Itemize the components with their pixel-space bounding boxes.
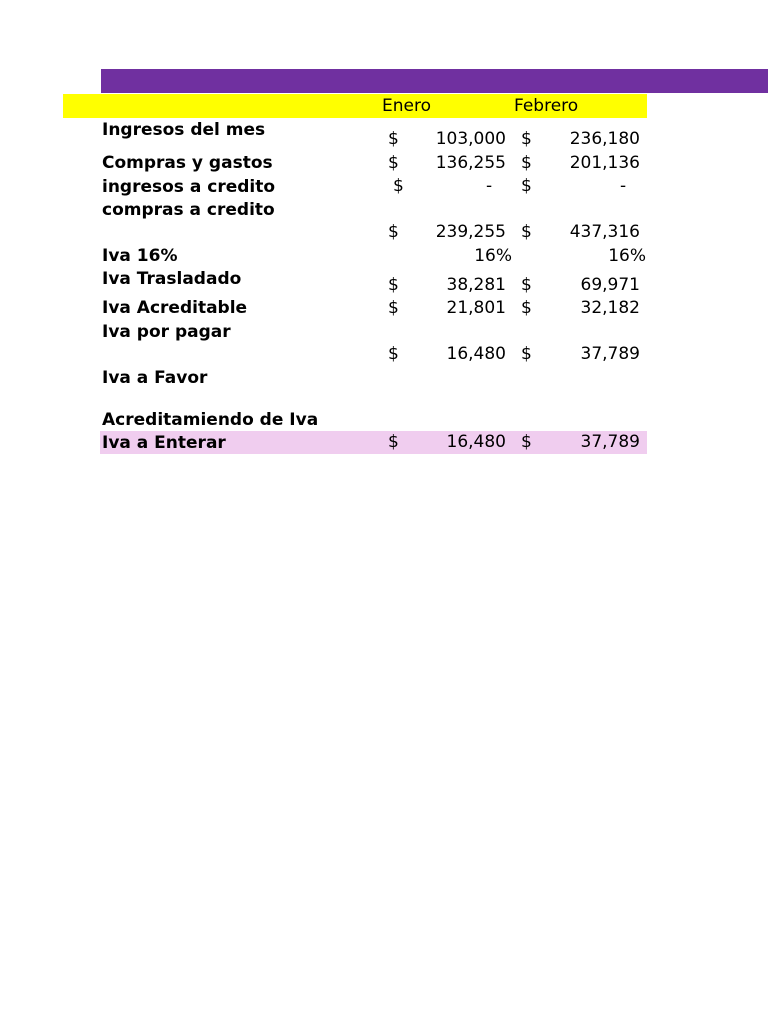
cell-iva-por-pagar-enero[interactable]: 16,480 bbox=[446, 344, 506, 364]
currency-symbol: $ bbox=[521, 176, 532, 196]
currency-symbol: $ bbox=[521, 298, 532, 318]
currency-symbol: $ bbox=[521, 222, 532, 242]
currency-symbol: $ bbox=[388, 129, 399, 149]
cell-iva-rate-febrero[interactable]: 16% bbox=[608, 246, 646, 266]
cell-iva-acreditable-enero[interactable]: 21,801 bbox=[446, 298, 506, 318]
label-iva-acreditable[interactable]: Iva Acreditable bbox=[102, 298, 248, 318]
label-iva-16[interactable]: Iva 16% bbox=[102, 246, 178, 266]
currency-symbol: $ bbox=[388, 275, 399, 295]
currency-symbol: $ bbox=[521, 129, 532, 149]
label-ingresos-credito[interactable]: ingresos a credito bbox=[102, 177, 276, 197]
cell-ingresos-credito-enero[interactable]: - bbox=[486, 176, 493, 196]
currency-symbol: $ bbox=[521, 432, 532, 452]
label-iva-por-pagar[interactable]: Iva por pagar bbox=[102, 322, 231, 342]
currency-symbol: $ bbox=[388, 153, 399, 173]
label-iva-favor[interactable]: Iva a Favor bbox=[102, 368, 208, 388]
currency-symbol: $ bbox=[521, 344, 532, 364]
cell-iva-rate-enero[interactable]: 16% bbox=[474, 246, 512, 266]
currency-symbol: $ bbox=[388, 344, 399, 364]
currency-symbol: $ bbox=[521, 153, 532, 173]
column-header-febrero[interactable]: Febrero bbox=[514, 96, 579, 116]
cell-iva-trasladado-enero[interactable]: 38,281 bbox=[446, 275, 506, 295]
cell-iva-enterar-enero[interactable]: 16,480 bbox=[446, 432, 506, 452]
currency-symbol: $ bbox=[388, 432, 399, 452]
label-ingresos-mes[interactable]: Ingresos del mes bbox=[102, 120, 266, 140]
cell-iva-enterar-febrero[interactable]: 37,789 bbox=[580, 432, 640, 452]
cell-ingresos-mes-enero[interactable]: 103,000 bbox=[435, 129, 506, 149]
cell-compras-gastos-enero[interactable]: 136,255 bbox=[435, 153, 506, 173]
label-iva-enterar[interactable]: Iva a Enterar bbox=[102, 433, 226, 453]
sheet-title-bar bbox=[101, 69, 768, 93]
cell-iva-por-pagar-febrero[interactable]: 37,789 bbox=[580, 344, 640, 364]
label-compras-credito[interactable]: compras a credito bbox=[102, 200, 275, 220]
column-header-enero[interactable]: Enero bbox=[382, 96, 431, 116]
cell-subtotal-febrero[interactable]: 437,316 bbox=[569, 222, 640, 242]
cell-compras-gastos-febrero[interactable]: 201,136 bbox=[569, 153, 640, 173]
currency-symbol: $ bbox=[393, 176, 404, 196]
currency-symbol: $ bbox=[388, 298, 399, 318]
cell-iva-acreditable-febrero[interactable]: 32,182 bbox=[580, 298, 640, 318]
cell-ingresos-credito-febrero[interactable]: - bbox=[620, 176, 627, 196]
label-compras-gastos[interactable]: Compras y gastos bbox=[102, 153, 273, 173]
currency-symbol: $ bbox=[521, 275, 532, 295]
cell-iva-trasladado-febrero[interactable]: 69,971 bbox=[580, 275, 640, 295]
label-acreditamiento[interactable]: Acreditamiendo de Iva bbox=[102, 410, 319, 430]
cell-subtotal-enero[interactable]: 239,255 bbox=[435, 222, 506, 242]
currency-symbol: $ bbox=[388, 222, 399, 242]
label-iva-trasladado[interactable]: Iva Trasladado bbox=[102, 269, 242, 289]
cell-ingresos-mes-febrero[interactable]: 236,180 bbox=[569, 129, 640, 149]
